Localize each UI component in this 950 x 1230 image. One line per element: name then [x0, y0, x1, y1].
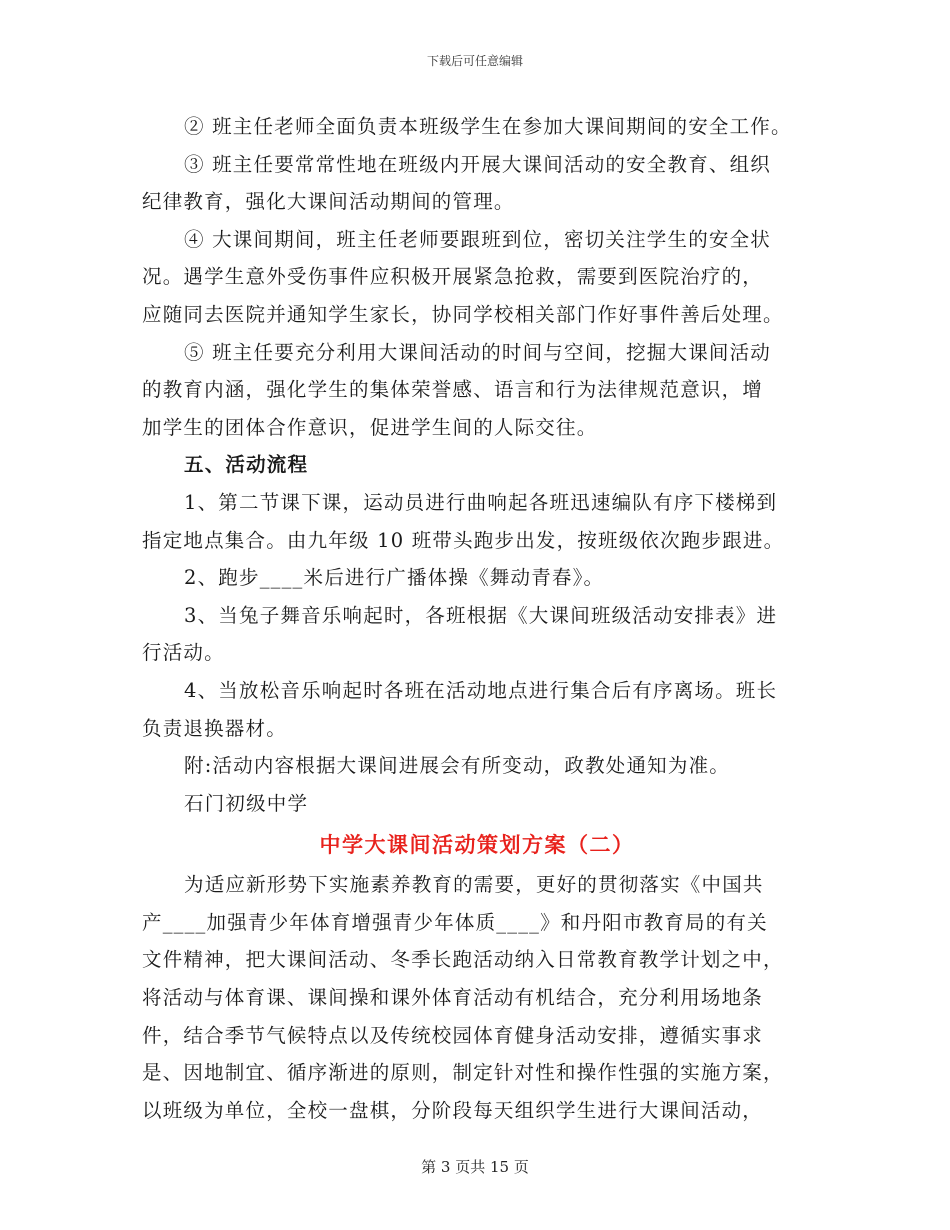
flow-step-4-cont: 负责退换器材。 [142, 716, 287, 740]
document-title: 中学大课间活动策划方案（二） [319, 832, 635, 858]
note-line: 附:活动内容根据大课间进展会有所变动，政教处通知为准。 [184, 754, 730, 778]
paragraph-line: 应随同去医院并通知学生家长，协同学校相关部门作好事件善后处理。 [142, 302, 784, 326]
paragraph-line: 将活动与体育课、课间操和课外体育活动有机结合，充分利用场地条 [142, 986, 764, 1010]
paragraph-line: 纪律教育，强化大课间活动期间的管理。 [142, 190, 515, 214]
paragraph-line: 况。遇学生意外受伤事件应积极开展紧急抢救，需要到医院治疗的， [142, 265, 764, 289]
flow-step-1-cont: 指定地点集合。由九年级 10 班带头跑步出发，按班级依次跑步跟进。 [142, 528, 785, 552]
section-plan-intro [142, 866, 812, 1129]
flow-step-3: 3、当兔子舞音乐响起时，各班根据《大课间班级活动安排表》进 [184, 603, 778, 627]
flow-step-2: 2、跑步____米后进行广播体操《舞动青春》。 [184, 566, 605, 590]
paragraph-line: ③ 班主任要常常性地在班级内开展大课间活动的安全教育、组织 [184, 152, 771, 176]
section-activity-flow [142, 484, 812, 822]
paragraph-line: 是、因地制宜、循序渐进的原则，制定针对性和操作性强的实施方案， [142, 1061, 784, 1085]
section-heading: 五、活动流程 [184, 453, 309, 477]
paragraph-line: 件，结合季节气候特点以及传统校园体育健身活动安排，遵循实事求 [142, 1023, 764, 1047]
school-signature: 石门初级中学 [184, 791, 309, 815]
paragraph-line: 为适应新形势下实施素养教育的需要，更好的贯彻落实《中国共 [184, 873, 764, 897]
paragraph-line: ② 班主任老师全面负责本班级学生在参加大课间期间的安全工作。 [184, 115, 792, 138]
paragraph-line: 文件精神，把大课间活动、冬季长跑活动纳入日常教育教学计划之中， [142, 948, 784, 972]
paragraph-line: ⑤ 班主任要充分利用大课间活动的时间与空间，挖掘大课间活动 [184, 340, 771, 364]
document-body [142, 108, 812, 1129]
paragraph-line: 产____加强青少年体育增强青少年体质____》和丹阳市教育局的有关 [142, 910, 768, 934]
paragraph-line: ④ 大课间期间，班主任老师要跟班到位，密切关注学生的安全状 [184, 227, 771, 251]
paragraph-line: 的教育内涵，强化学生的集体荣誉感、语言和行为法律规范意识，增 [142, 378, 764, 402]
section-safety-duties [142, 108, 812, 446]
flow-step-4: 4、当放松音乐响起时各班在活动地点进行集合后有序离场。班长 [184, 678, 778, 702]
paragraph-line: 加学生的团体合作意识，促进学生间的人际交往。 [142, 415, 598, 439]
page-header: 下载后可任意编辑 [426, 54, 523, 68]
page-footer: 第 3 页共 15 页 [421, 1158, 529, 1176]
flow-step-3-cont: 行活动。 [142, 641, 225, 665]
paragraph-line: 以班级为单位，全校一盘棋，分阶段每天组织学生进行大课间活动， [142, 1098, 764, 1122]
flow-step-1: 1、第二节课下课，运动员进行曲响起各班迅速编队有序下楼梯到 [184, 490, 778, 514]
